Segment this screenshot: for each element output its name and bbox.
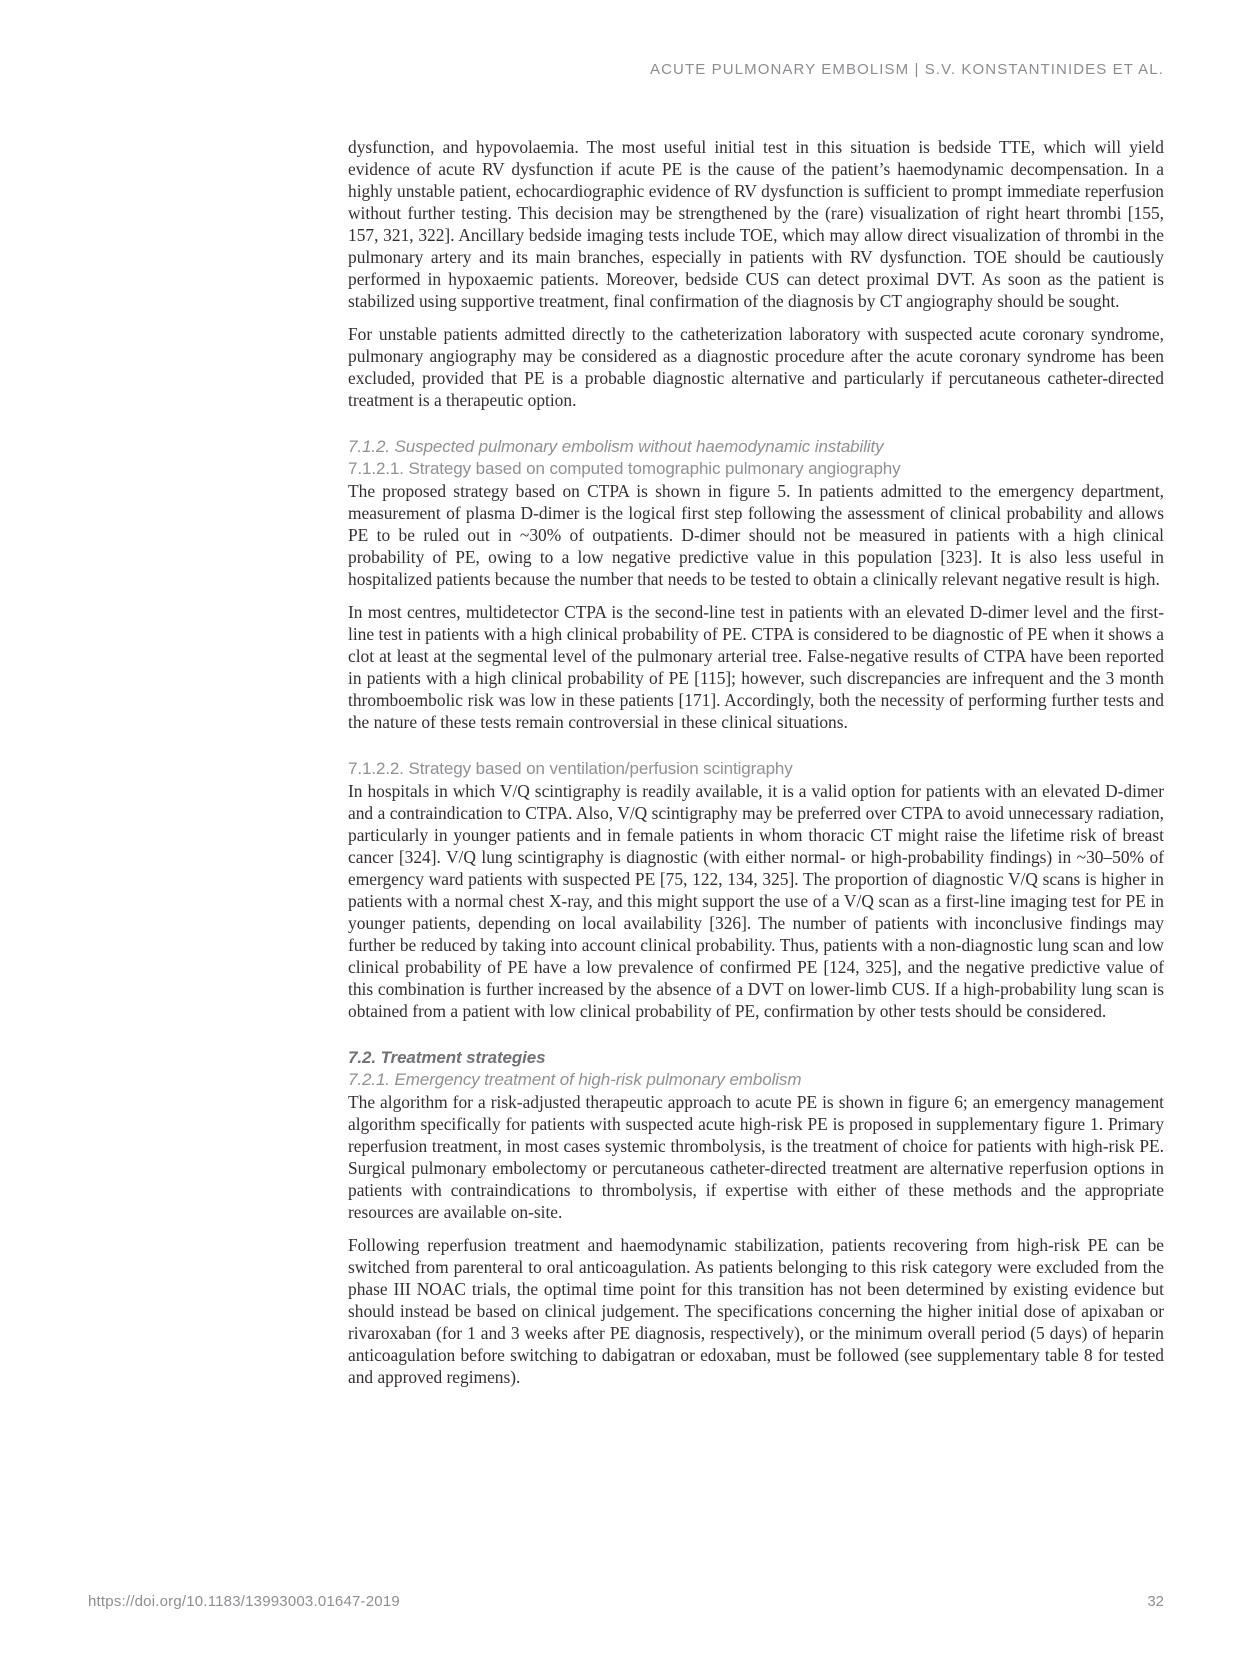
page-number: 32 — [1147, 1593, 1164, 1610]
section-heading-7-1-2-2: 7.1.2.2. Strategy based on ventilation/perfusion scintigraphy — [348, 759, 793, 778]
doi-link[interactable]: https://doi.org/10.1183/13993003.01647-2019 — [88, 1593, 400, 1610]
paragraph-post-reperfusion-anticoagulation: Following reperfusion treatment and haemodynamic stabilization, patients recovering from high-risk PE can be switched from parenteral to oral anticoagulation. As patients belonging to this risk category were excluded from the phase III NOAC trials, the optimal time point for this transition has not been determined by existing evidence but should instead be based on clinical judgement. The specifications concerning the higher initial dose of apixaban or rivaroxaban (for 1 and 3 weeks after PE diagnosis, respectively), or the minimum overall period (5 days) of heparin anticoagulation before switching to dabigatran or edoxaban, must be followed (see supplementary table 8 for tested and approved regimens). — [348, 1235, 1164, 1387]
section-heading-7-1-2-1: 7.1.2.1. Strategy based on computed tomographic pulmonary angiography — [348, 459, 901, 478]
running-header: ACUTE PULMONARY EMBOLISM | S.V. KONSTANTINIDES ET AL. — [650, 61, 1164, 78]
paragraph-risk-adjusted-algorithm: The algorithm for a risk-adjusted therapeutic approach to acute PE is shown in figure 6; an emergency management algorithm specifically for patients with suspected acute high-risk PE is proposed in supplementary figure 1. Primary reperfusion treatment, in most cases systemic thrombolysis, is the treatment of choice for patients with high-risk PE. Surgical pulmonary embolectomy or percutaneous catheter-directed treatment are alternative reperfusion options in patients with contraindications to thrombolysis, if expertise with either of these methods and the appropriate resources are available on-site. — [348, 1092, 1164, 1222]
paragraph-multidetector-ctpa: In most centres, multidetector CTPA is the second-line test in patients with an elevated D-dimer level and the first-line test in patients with a high clinical probability of PE. CTPA is considered to be diagnostic of PE when it shows a clot at least at the segmental level of the pulmonary arterial tree. False-negative results of CTPA have been reported in patients with a high clinical probability of PE [115]; however, such discrepancies are infrequent and the 3 month thromboembolic risk was low in these patients [171]. Accordingly, both the necessity of performing further tests and the nature of these tests remain controversial in these clinical situations. — [348, 602, 1164, 732]
section-heading-7-2: 7.2. Treatment strategies — [348, 1048, 546, 1067]
section-heading-7-2-1: 7.2.1. Emergency treatment of high-risk pulmonary embolism — [348, 1070, 802, 1089]
paragraph-tte-bedside-tests: dysfunction, and hypovolaemia. The most useful initial test in this situation is bedside TTE, which will yield evidence of acute RV dysfunction if acute PE is the cause of the patient’s haemodynamic decompensation. In a highly unstable patient, echocardiographic evidence of RV dysfunction is sufficient to prompt immediate reperfusion without further testing. This decision may be strengthened by the (rare) visualization of right heart thrombi [155, 157, 321, 322]. Ancillary bedside imaging tests include TOE, which may allow direct visualization of thrombi in the pulmonary artery and its main branches, especially in patients with RV dysfunction. TOE should be cautiously performed in hypoxaemic patients. Moreover, bedside CUS can detect proximal DVT. As soon as the patient is stabilized using supportive treatment, final confirmation of the diagnosis by CT angiography should be sought. — [348, 137, 1164, 311]
paragraph-ctpa-strategy: The proposed strategy based on CTPA is shown in figure 5. In patients admitted to the emergency department, measurement of plasma D-dimer is the logical first step following the assessment of clinical probability and allows PE to be ruled out in ~30% of outpatients. D-dimer should not be measured in patients with a high clinical probability of PE, owing to a low negative predictive value in this population [323]. It is also less useful in hospitalized patients because the number that needs to be tested to obtain a clinically relevant negative result is high. — [348, 481, 1164, 589]
section-heading-7-1-2: 7.1.2. Suspected pulmonary embolism without haemodynamic instability — [348, 437, 884, 456]
paragraph-vq-scintigraphy: In hospitals in which V/Q scintigraphy is readily available, it is a valid option for patients with an elevated D-dimer and a contraindication to CTPA. Also, V/Q scintigraphy may be preferred over CTPA to avoid unnecessary radiation, particularly in younger patients and in female patients in whom thoracic CT might raise the lifetime risk of breast cancer [324]. V/Q lung scintigraphy is diagnostic (with either normal- or high-probability findings) in ~30–50% of emergency ward patients with suspected PE [75, 122, 134, 325]. The proportion of diagnostic V/Q scans is higher in patients with a normal chest X-ray, and this might support the use of a V/Q scan as a first-line imaging test for PE in younger patients, depending on local availability [326]. The number of patients with inconclusive findings may further be reduced by taking into account clinical probability. Thus, patients with a non-diagnostic lung scan and low clinical probability of PE have a low prevalence of confirmed PE [124, 325], and the negative predictive value of this combination is further increased by the absence of a DVT on lower-limb CUS. If a high-probability lung scan is obtained from a patient with low clinical probability of PE, confirmation by other tests should be considered. — [348, 781, 1164, 1021]
article-body — [348, 136, 1164, 1399]
paragraph-unstable-patients-cath-lab: For unstable patients admitted directly to the catheterization laboratory with suspected acute coronary syndrome, pulmonary angiography may be considered as a diagnostic procedure after the acute coronary syndrome has been excluded, provided that PE is a probable diagnostic alternative and particularly if percutaneous catheter-directed treatment is a therapeutic option. — [348, 324, 1164, 410]
